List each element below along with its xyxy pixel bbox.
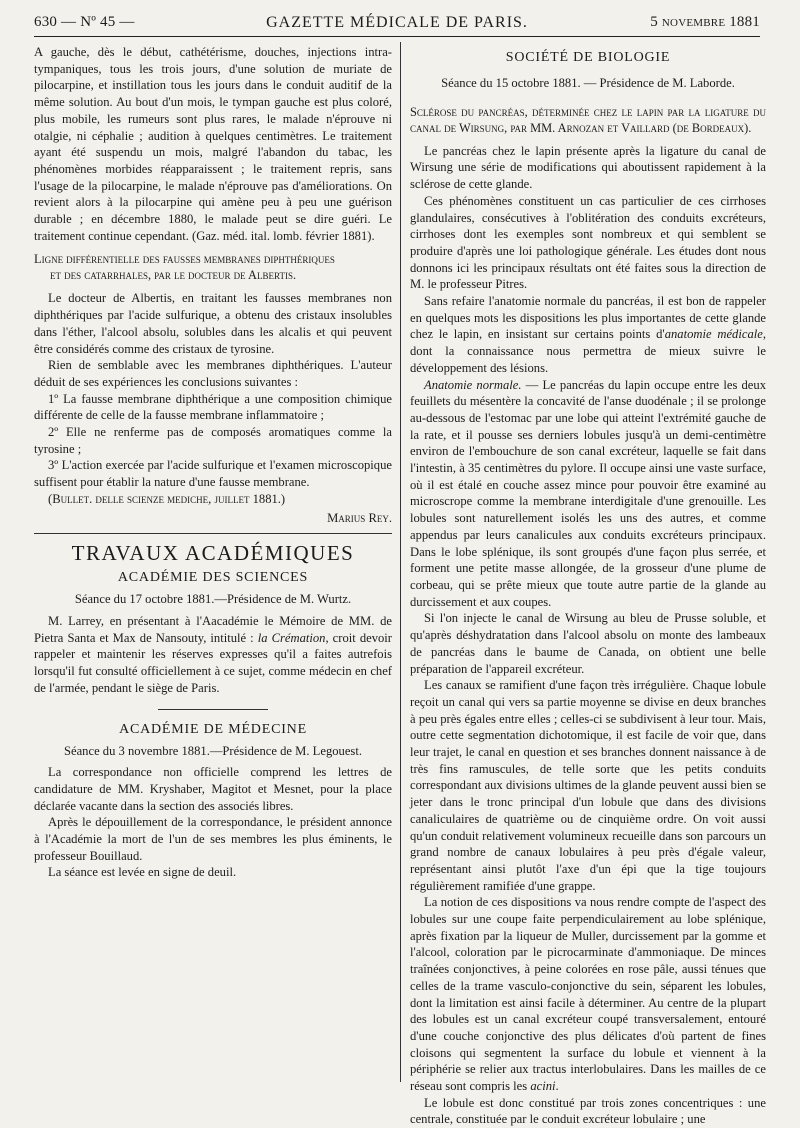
- academy-heading: ACADÉMIE DES SCIENCES: [117, 570, 309, 586]
- paragraph: Si l'on injecte le canal de Wirsung au bleu de Prusse soluble, et qu'après déshydratation dans l'alcool absolu on monte des lambeaux de pancréas dans le baume de Canada, on obtient une belle préparation de l'appareil excréteur.: [410, 611, 766, 676]
- article-title: [34, 251, 392, 283]
- conclusion-item: 1º La fausse membrane diphthérique a une composition chimique différente de celle de la fausse membrane inflammatoire ;: [34, 391, 392, 423]
- page-number: 630 — Nº 45 —: [34, 14, 135, 30]
- author-signature: Marius Rey.: [327, 510, 392, 525]
- paragraph: Le lobule est donc constitué par trois zones concentriques : une centrale, constituée par le conduit excréteur lobulaire ; une: [410, 1095, 766, 1127]
- paragraph: La notion de ces dispositions va nous rendre compte de l'aspect des lobules sur une coupe faite perpendiculairement au lobe splénique, après fixation par la liqueur de Muller, durcissement par la gomme et l'alcool, coloration par le picrocarminate d'ammoniaque. De minces traînées conjonctives, à peine colorées en rose pâle, aussi ténues que celles de la trame vasculo-conjonctive du sein, séparent les lobules, dont la limitation est ainsi facile à déterminer. Au centre de la plupart des lobules est un canal excréteur coupé transversalement, entouré d'une couche conjonctive des plus délicates d'où partent de fines cloisons qui segmentent la surface du lobule et viennent à la périphérie se relier aux tractus interlobulaires. Dans les mailles de ce réseau sont compris les acini.: [410, 895, 766, 1094]
- academy-heading: ACADÉMIE DE MÉDECINE: [119, 721, 307, 737]
- paragraph: A gauche, dès le début, cathétérisme, douches, injections intra-tympaniques, tous les trois jours, d'une solution de muriate de pilocarpine, et instillation tous les jours dans le conduit auditif de la même solution. Au bout d'un mois, le tympan gauche est plus coloré, plus mobile, les rumeurs sont plus rares, le malade n'éprouve ni otalgie, ni céphalie ; audition à quelques centimètres. Le traitement ayant été suspendu un mois, malgré l'abandon du tabac, les phénomènes morbides réapparaissent ; le traitement repris, sans l'usage de la pilocarpine, le malade n'éprouve pas d'améliorations. On revient alors à la pilocarpine qui amène peu à peu une guérison durable ; en décembre 1880, le malade peut se dire guéri. Le traitement continue cependant. (Gaz. méd. ital. lomb. février 1881).: [34, 45, 392, 243]
- issue-date: 5 novembre 1881: [650, 14, 760, 30]
- conclusion-item: 2º Elle ne renferme pas de composés aromatiques comme la tyrosine ;: [34, 425, 392, 456]
- paragraph: Après le dépouillement de la correspondance, le président annonce à l'Académie la mort de l'un de ses membres les plus éminents, le professeur Bouillaud.: [34, 815, 392, 863]
- left-column: [34, 44, 392, 881]
- paragraph: Rien de semblable avec les membranes diphthériques. L'auteur déduit de ses expériences les conclusions suivantes :: [34, 358, 392, 389]
- journal-title: GAZETTE MÉDICALE DE PARIS.: [266, 14, 528, 31]
- session-line: Séance du 3 novembre 1881.—Présidence de M. Legouest.: [64, 743, 362, 758]
- conclusion-item: 3º L'action exercée par l'acide sulfurique et l'examen microscopique suffisent pour établir la nature d'une fausse membrane.: [34, 458, 392, 490]
- session-line: Séance du 17 octobre 1881.—Présidence de M. Wurtz.: [74, 592, 352, 607]
- column-divider: [400, 42, 401, 1082]
- paragraph: Les canaux se ramifient d'une façon très irrégulière. Chaque lobule reçoit un canal qui vers sa partie moyenne se divise en deux branches à peu près égales entre elles ; celles-ci se subdivisent à leur tour. Mais, outre cette segmentation dichotomique, il est facile de voir que, dans leur trajet, le canal en question et ses branches donnent naissance à de très fins ramuscules, de telle sorte que les petits conduits correspondant aux divisions ultimes de la glande peuvent aussi bien se jeter dans le tronc principal d'un lobule que dans des divisions canaliculaires de quatrième ou de cinquième ordre. On voit aussi qu'un conduit relativement volumineux recueille dans son parcours un grand nombre de canaux lobulaires à peu près d'égale valeur, représentant ainsi plutôt l'axe d'un épi que la tige toujours régulièrement ramifiée d'une grappe.: [410, 678, 766, 893]
- article-title-line-1: Ligne différentielle des fausses membranes diphthériques: [34, 252, 335, 267]
- society-heading: SOCIÉTÉ DE BIOLOGIE: [505, 50, 671, 65]
- section-title: TRAVAUX ACADÉMIQUES: [71, 541, 355, 566]
- paragraph: Le docteur de Albertis, en traitant les fausses membranes non diphthériques par l'acide sulfurique, a obtenu des cristaux insolubles dans l'éther, l'alcool absolu, solubles dans les alcalis et qui peuvent être considérés comme des cristaux de tyrosine.: [34, 291, 392, 356]
- paragraph: Ces phénomènes constituent un cas particulier de ces cirrhoses glandulaires, consécutives à l'oblitération des conduits excréteurs, cirrhoses dont les exemples sont nombreux et qui semblent se produire d'après une loi pathologique générale. Les études dont nous donnons ici les principaux résultats ont été faites sous la direction de M. le professeur Pitres.: [410, 193, 766, 292]
- section-divider: [34, 533, 392, 534]
- paragraph: Le pancréas chez le lapin présente après la ligature du canal de Wirsung une série de modifications qui aboutissent rapidement à la sclérose de cette glande.: [410, 143, 766, 192]
- citation: (Bullet. delle scienze mediche, juillet 1881.): [48, 491, 286, 506]
- paragraph: Sans refaire l'anatomie normale du pancréas, il est bon de rappeler en quelques mots les dispositions les plus importantes de cette glande chez le lapin, en insistant sur certains points d'anatomie médicale, dont la connaissance nous permettra de mieux suivre le développement des lésions.: [410, 294, 766, 375]
- paragraph: La correspondance non officielle comprend les lettres de candidature de MM. Kryshaber, Magitot et Mesnet, pour la place déclarée vacante dans la section des associés libres.: [34, 765, 392, 813]
- running-header: [34, 14, 760, 37]
- right-column: [410, 44, 766, 1128]
- article-title: Sclérose du pancréas, déterminée chez le lapin par la ligature du canal de Wirsung, par MM. Arnozan et Vaillard (de Bordeaux).: [410, 104, 766, 135]
- paragraph: Anatomie normale. — Le pancréas du lapin occupe entre les deux feuillets du mésentère la concavité de l'anse duodénale ; il se prolonge au-dessous de l'estomac par une lobe qui atteint l'extrémité gauche de la rate, et il pousse ses derniers lobules jusqu'à un demi-centimètre environ de l'embouchure de son canal excréteur, laquelle se fait dans l'intestin, à 35 centimètres du pylore. Il occupe ainsi une vaste surface, où il est étalé en couche assez mince pour pouvoir être examiné au microscrope comme la membrane interdigitale d'une grenouille. Les lobules sont naturellement isolés les uns des autres, et comme appendus par leurs canalicules aux conduits excréteurs principaux. Dans le lobe splénique, ils sont groupés d'une façon plus serrée, et forment une petite masse allongée, de la grosseur d'une plume de corbeau, qui se prête mieux que toute autre partie de la glande au durcissement et aux coupes.: [410, 377, 766, 609]
- session-line: Séance du 15 octobre 1881. — Présidence de M. Laborde.: [441, 76, 735, 90]
- paragraph: M. Larrey, en présentant à l'Aacadémie le Mémoire de MM. de Pietra Santa et Max de Nansouty, intitulé : la Crémation, croit devoir rappeler et maintenir les réserves expresses qu'il a faites autrefois lorsqu'il fut consulté officiellement à ce sujet, comme médecin en chef de l'armée, pendant le siège de Paris.: [34, 613, 392, 695]
- short-divider: [158, 709, 268, 710]
- article-title-line-2: et des catarrhales, par le docteur de Albertis.: [50, 268, 297, 283]
- paragraph: La séance est levée en signe de deuil.: [48, 865, 237, 880]
